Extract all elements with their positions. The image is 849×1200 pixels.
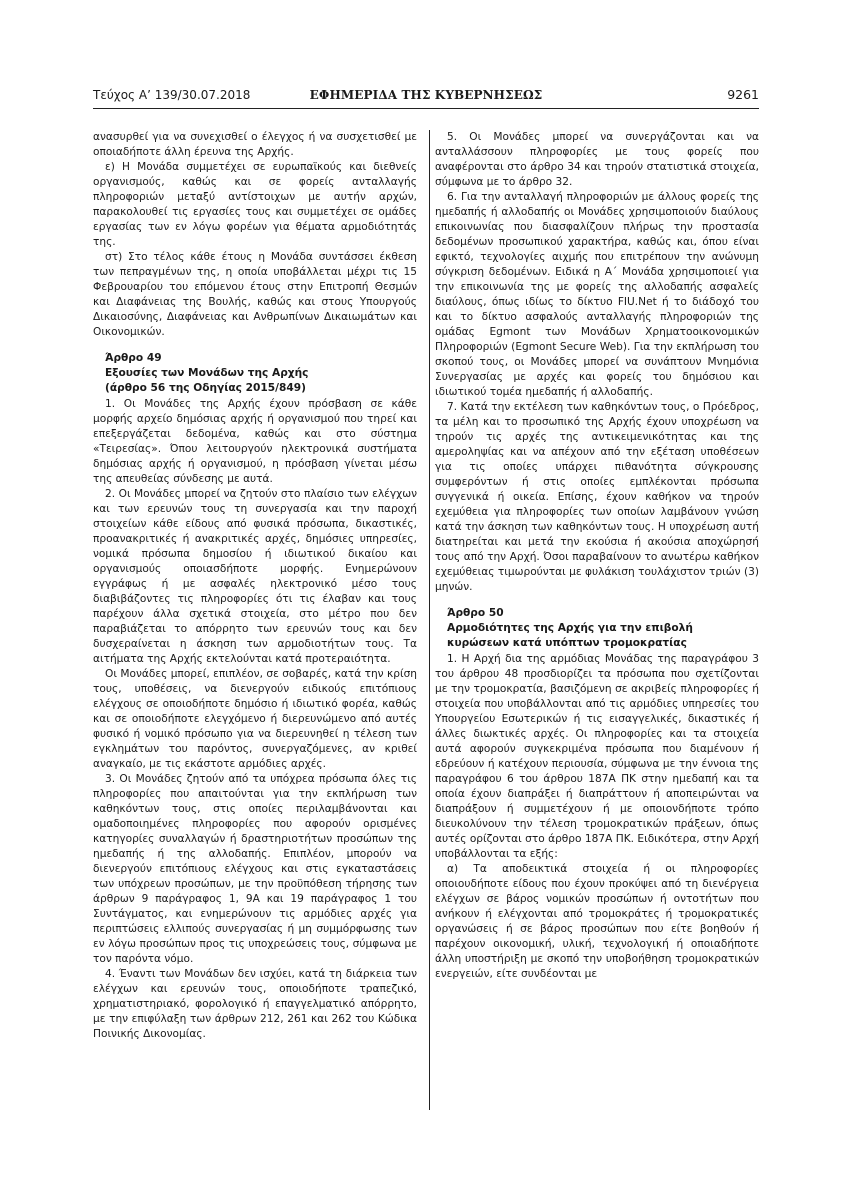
- article-49-paragraph-1: 1. Οι Μονάδες της Αρχής έχουν πρόσβαση σε κάθε μορφής αρχείο δημόσιας αρχής ή οργανισμού που τηρεί και επεξεργάζεται δεδομένα, καθώς και στο σύστημα «Τειρεσίας». Όπου λειτουργούν ηλεκτρονικά συστήματα δημόσιας αρχής ή οργανισμού, η πρόσβαση γίνεται μέσω της απευθείας σύνδεσης με αυτά.: [93, 398, 417, 485]
- paragraph-continuation: ανασυρθεί για να συνεχισθεί ο έλεγχος ή να συσχετισθεί με οποιαδήποτε άλλη έρευνα της Αρχής.: [93, 131, 417, 158]
- page-header: [93, 86, 759, 104]
- issue-label: Τεύχος Α’ 139/30.07.2018: [93, 88, 251, 102]
- article-50-label: Άρθρο 50: [447, 607, 504, 619]
- right-column: [435, 130, 759, 982]
- article-49-paragraph-6: 6. Για την ανταλλαγή πληροφοριών με άλλους φορείς της ημεδαπής ή αλλοδαπής οι Μονάδες χρησιμοποιούν διαύλους επικοινωνίας που διασφαλίζουν πλήρως την προστασία δεδομένων προσωπικού χαρακτήρα, καθώς και, όπου είναι εφικτό, τεχνολογίες αιχμής που επιτρέπουν την ανώνυμη σύγκριση δεδομένων. Ειδικά η Α΄ Μονάδα χρησιμοποιεί για την επικοινωνία της με φορείς της αλλοδαπής ασφαλείς διαύλους, όπως ιδίως το δίκτυο FIU.Net ή το διάδοχό του και το δίκτυο ασφαλούς ανταλλαγής πληροφοριών της ομάδας Egmont των Μονάδων Χρηματοοικονομικών Πληροφοριών (Egmont Secure Web). Για την εκπλήρωση του σκοπού τους, οι Μονάδες μπορεί να συνάπτουν Μνημόνια Συνεργασίας με αρχές και φορείς του δημόσιου και ιδιωτικού τομέα ημεδαπής ή αλλοδαπής.: [435, 191, 759, 398]
- article-49-title: Εξουσίες των Μονάδων της Αρχής: [105, 367, 309, 379]
- article-50-title-line-2: κυρώσεων κατά υπόπτων τρομοκρατίας: [447, 637, 687, 649]
- article-50-paragraph-a: α) Τα αποδεικτικά στοιχεία ή οι πληροφορίες οποιουδήποτε είδους που έχουν προκύψει από τη διενέργεια ελέγχων σε βάρος νομικών προσώπων ή οντοτήτων που ανήκουν ή ελέγχονται από τρομοκράτες ή τρομοκρατικές οργανώσεις ή σε βάρος προσώπων που είτε βοηθούν ή παρέχουν οικονομική, υλική, τεχνολογική ή οποιαδήποτε άλλη υποστήριξη με σκοπό την υποβοήθηση τρομοκρατικών ενεργειών, είτε συνδέονται με: [435, 863, 759, 980]
- page-number: 9261: [727, 87, 759, 102]
- article-49-heading: [93, 351, 417, 396]
- article-49-paragraph-5: 5. Οι Μονάδες μπορεί να συνεργάζονται και να ανταλλάσσουν πληροφορίες με τους φορείς που αναφέρονται στο άρθρο 34 και τηρούν στατιστικά στοιχεία, σύμφωνα με το άρθρο 32.: [435, 131, 759, 188]
- article-49-paragraph-3: 3. Οι Μονάδες ζητούν από τα υπόχρεα πρόσωπα όλες τις πληροφορίες που απαιτούνται για την εκπλήρωση των καθηκόντων τους, στις οποίες περιλαμβάνονται και ομαδοποιημένες πληροφορίες που αφορούν ορισμένες κατηγορίες συναλλαγών ή δραστηριοτήτων προσώπων της ημεδαπής ή της αλλοδαπής. Επιπλέον, μπορούν να διενεργούν επιτόπιους ελέγχους και στις εγκαταστάσεις των υπόχρεων προσώπων, με την προϋπόθεση τήρησης των άρθρων 9 παράγραφος 1, 9Α και 19 παράγραφος 1 του Συντάγματος, και ενημερώνουν τις αρμόδιες αρχές για περιπτώσεις ελλιπούς συνεργασίας ή μη συμμόρφωσης των εν λόγω προσώπων προς τις υποχρεώσεις τους, σύμφωνα με τον παρόντα νόμο.: [93, 773, 417, 965]
- header-rule: [93, 108, 759, 109]
- left-column: [93, 130, 417, 1042]
- article-49-label: Άρθρο 49: [105, 352, 162, 364]
- article-50-heading: [435, 606, 759, 651]
- article-49-paragraph-2b: Οι Μονάδες μπορεί, επιπλέον, σε σοβαρές, κατά την κρίση τους, υποθέσεις, να διενεργούν ειδικούς επιτόπιους ελέγχους σε οποιοδήποτε δημόσιο ή ιδιωτικό φορέα, καθώς και σε οποιοδήποτε ελεγχόμενο ή διερευνώμενο από αυτές φυσικό ή νομικό πρόσωπο για να διερευνηθεί η τέλεση των εγκλημάτων του παρόντος, συνεργαζόμενες, αν κριθεί αναγκαίο, με τις εκάστοτε αρμόδιες αρχές.: [93, 668, 417, 770]
- gazette-title: ΕΦΗΜΕΡΙΔΑ ΤΗΣ ΚΥΒΕΡΝΗΣΕΩΣ: [309, 88, 543, 102]
- article-49-paragraph-4: 4. Έναντι των Μονάδων δεν ισχύει, κατά τη διάρκεια των ελέγχων και ερευνών τους, οποιοδήποτε τραπεζικό, χρηματιστηριακό, φορολογικό ή επαγγελματικό απόρρητο, με την επιφύλαξη των άρθρων 212, 261 και 262 του Κώδικα Ποινικής Δικονομίας.: [93, 968, 417, 1040]
- article-50-title-line-1: Αρμοδιότητες της Αρχής για την επιβολή: [447, 622, 693, 634]
- column-divider: [429, 130, 430, 1110]
- paragraph-e: ε) Η Μονάδα συμμετέχει σε ευρωπαϊκούς και διεθνείς οργανισμούς, καθώς και σε φορείς ανταλλαγής πληροφοριών μεταξύ αντίστοιχων με αυτήν αρχών, παρακολουθεί τις εργασίες τους και συμμετέχει σε ομάδες εργασίας των εν λόγω φορέων για θέματα αρμοδιότητάς της.: [93, 161, 417, 248]
- article-49-paragraph-7: 7. Κατά την εκτέλεση των καθηκόντων τους, ο Πρόεδρος, τα μέλη και το προσωπικό της Αρχής έχουν υποχρέωση να τηρούν τις αρχές της αντικειμενικότητας και της αμεροληψίας και να απέχουν από την εξέταση υποθέσεων για τις οποίες υπάρχει πιθανότητα σύγκρουσης συμφερόντων ή στις οποίες εμπλέκονται πρόσωπα συγγενικά ή οικεία. Επίσης, έχουν καθήκον να τηρούν εχεμύθεια για πληροφορίες των οποίων λαμβάνουν γνώση κατά την άσκηση των καθηκόντων τους. Η υποχρέωση αυτή διατηρείται και μετά την εκούσια ή ακούσια αποχώρησή τους από την Αρχή. Όσοι παραβαίνουν το ανωτέρω καθήκον εχεμύθειας τιμωρούνται με φυλάκιση τουλάχιστον τριών (3) μηνών.: [435, 401, 759, 593]
- paragraph-st: στ) Στο τέλος κάθε έτους η Μονάδα συντάσσει έκθεση των πεπραγμένων της, η οποία υποβάλλεται μέχρι τις 15 Φεβρουαρίου του επόμενου έτους στην Επιτροπή Θεσμών και Διαφάνειας της Βουλής, καθώς και στους Υπουργούς Δικαιοσύνης, Διαφάνειας και Ανθρωπίνων Δικαιωμάτων και Οικονομικών.: [93, 251, 417, 338]
- article-49-reference: (άρθρο 56 της Οδηγίας 2015/849): [105, 382, 306, 394]
- article-50-paragraph-1: 1. Η Αρχή δια της αρμόδιας Μονάδας της παραγράφου 3 του άρθρου 48 προσδιορίζει τα πρόσωπα που σχετίζονται με την τρομοκρατία, βασιζόμενη σε ακριβείς πληροφορίες ή στοιχεία που υποβάλλονται από τις αρμόδιες υπηρεσίες του Υπουργείου Εσωτερικών ή τις εισαγγελικές, δικαστικές ή άλλες διωκτικές αρχές. Οι πληροφορίες και τα στοιχεία αυτά αφορούν συγκεκριμένα πρόσωπα που διαμένουν ή εδρεύουν ή κατέχουν περιουσία, σύμφωνα με την έννοια της παραγράφου 6 του άρθρου 187Α ΠΚ στην ημεδαπή και τα οποία έχουν διαπράξει ή διαπράττουν ή αποπειρώνται να διαπράξουν ή συμμετέχουν ή με οποιονδήποτε τρόπο διευκολύνουν την τέλεση τρομοκρατικών πράξεων, όπως αυτές ορίζονται στο άρθρο 187Α ΠΚ. Ειδικότερα, στην Αρχή υποβάλλονται τα εξής:: [435, 653, 759, 860]
- article-49-paragraph-2: 2. Οι Μονάδες μπορεί να ζητούν στο πλαίσιο των ελέγχων και των ερευνών τους τη συνεργασία και την παροχή στοιχείων κάθε είδους από φυσικά πρόσωπα, δικαστικές, προανακριτικές ή ανακριτικές αρχές, δημόσιες υπηρεσίες, νομικά πρόσωπα δημοσίου ή ιδιωτικού δικαίου και οργανισμούς οποιασδήποτε μορφής. Ενημερώνουν εγγράφως ή με ασφαλές ηλεκτρονικό μέσο τους διαβιβάζοντες τις πληροφορίες ότι τις έλαβαν και τους παρέχουν άλλα σχετικά στοιχεία, στο μέτρο που δεν παραβιάζεται το απόρρητο των ερευνών τους και δεν δυσχεραίνεται η άσκηση των αρμοδιοτήτων τους. Τα αιτήματα της Αρχής εκτελούνται κατά προτεραιότητα.: [93, 488, 417, 665]
